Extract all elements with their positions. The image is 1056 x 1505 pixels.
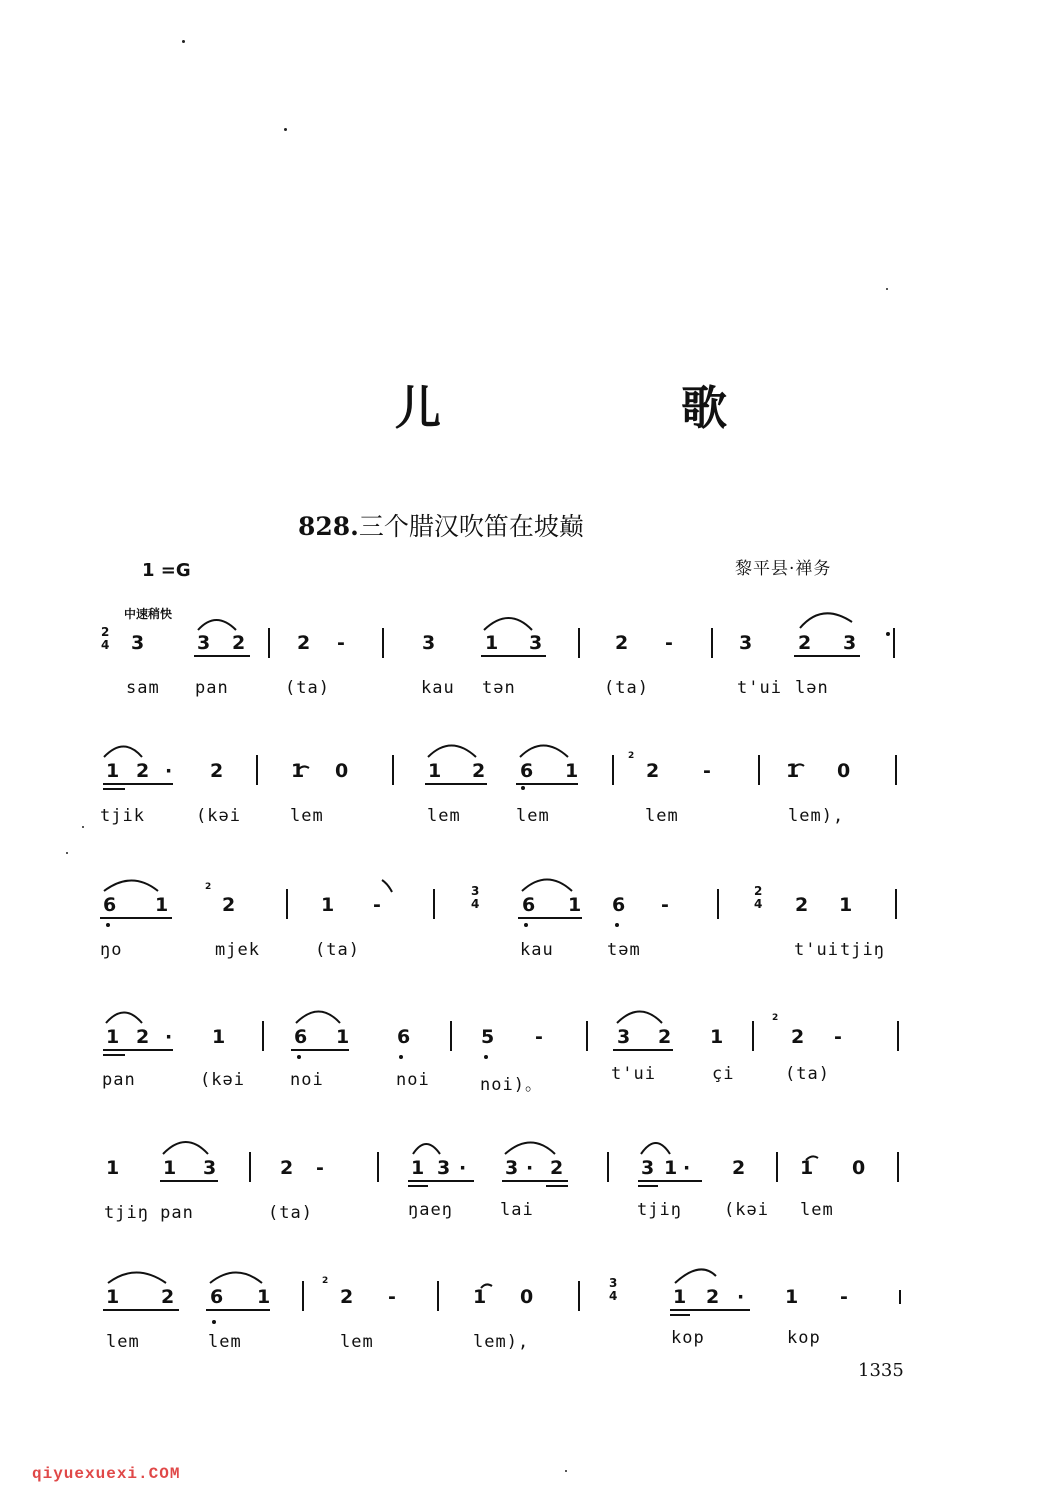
note: - — [373, 894, 381, 916]
note: 2 — [615, 632, 629, 654]
lyric: tən — [482, 678, 516, 698]
page-number: 1335 — [858, 1360, 904, 1381]
note: 1 — [163, 1157, 177, 1179]
note: 6 — [612, 894, 626, 916]
song-number: 828. — [298, 512, 359, 541]
note: 2 — [791, 1026, 805, 1048]
svg-text:2: 2 — [322, 1276, 329, 1286]
lyric: (ta) — [785, 1064, 830, 1084]
note: 1 — [336, 1026, 350, 1048]
note: 6 — [210, 1286, 224, 1308]
scan-speck — [66, 852, 68, 854]
lyric: lem — [290, 806, 324, 826]
note: - — [703, 760, 711, 782]
lyric: pan — [195, 678, 229, 698]
note: 3 — [197, 632, 211, 654]
note: · — [737, 1286, 745, 1308]
note: 1 — [155, 894, 169, 916]
lyric: lem — [516, 806, 550, 826]
lyric: ŋaeŋ — [408, 1200, 453, 1220]
svg-text:2: 2 — [205, 882, 212, 892]
lyric: lem — [340, 1332, 374, 1352]
note: - — [337, 632, 345, 654]
note: · — [526, 1157, 534, 1179]
note: - — [840, 1286, 848, 1308]
note: · — [165, 760, 173, 782]
note: 1 — [411, 1157, 425, 1179]
note: 1 — [212, 1026, 226, 1048]
note: 5 — [481, 1026, 495, 1048]
note: 2 — [706, 1286, 720, 1308]
note: 2 — [136, 760, 150, 782]
lyric: noi — [396, 1070, 430, 1090]
note: 0 — [837, 760, 851, 782]
note: 1 — [106, 1157, 120, 1179]
note: 1 — [291, 760, 305, 782]
note: 1 — [565, 760, 579, 782]
note: 1 — [428, 760, 442, 782]
lyric: noi)。 — [480, 1075, 543, 1095]
note: - — [316, 1157, 324, 1179]
lyric: (ta) — [315, 940, 360, 960]
note: 3 — [739, 632, 753, 654]
note: 6 — [520, 760, 534, 782]
song-title: 三个腊汉吹笛在坡巅 — [358, 512, 584, 541]
note: 2 — [297, 632, 311, 654]
lyric: lem — [427, 806, 461, 826]
lyric: (ta) — [268, 1203, 313, 1223]
note: 2 — [795, 894, 809, 916]
lyric: tjiŋ pan — [104, 1203, 194, 1223]
note: 3 — [422, 632, 436, 654]
note: 1 — [485, 632, 499, 654]
note: 1 — [664, 1157, 678, 1179]
lyric: t'ui — [611, 1064, 656, 1084]
lyric: kau — [421, 678, 455, 698]
song-credit: 黎平县·禅务 — [735, 559, 832, 579]
note: · — [683, 1157, 691, 1179]
note: 6 — [397, 1026, 411, 1048]
lyric: lem), — [473, 1332, 530, 1352]
lyric: lem — [800, 1200, 834, 1220]
lyric: (kəi — [724, 1200, 769, 1220]
note: 1 — [321, 894, 335, 916]
lyric: lem — [106, 1332, 140, 1352]
note: 2 — [658, 1026, 672, 1048]
note: 1 — [786, 760, 800, 782]
lyric: kop — [787, 1328, 821, 1348]
lyric: təm — [607, 940, 641, 960]
note: 3 — [505, 1157, 519, 1179]
note: 2 — [161, 1286, 175, 1308]
note: 3 — [437, 1157, 451, 1179]
note: 3 — [529, 632, 543, 654]
note: 3 — [617, 1026, 631, 1048]
section-title: 儿 歌 — [395, 381, 840, 435]
lyric: lai — [500, 1200, 534, 1220]
note: - — [661, 894, 669, 916]
note: 0 — [335, 760, 349, 782]
scan-speck — [182, 40, 185, 43]
note: - — [388, 1286, 396, 1308]
note: 0 — [520, 1286, 534, 1308]
lyric: ŋo — [100, 940, 123, 960]
lyric: lem), — [788, 806, 845, 826]
scan-speck — [886, 288, 888, 290]
scan-speck — [82, 826, 84, 828]
lyric: noi — [290, 1070, 324, 1090]
scan-speck — [284, 128, 287, 131]
key-signature: 1 =G — [142, 560, 191, 581]
lyric: pan — [102, 1070, 136, 1090]
lyric: tjiŋ — [637, 1200, 682, 1220]
note: - — [834, 1026, 842, 1048]
lyric: kau — [520, 940, 554, 960]
note: 3 — [641, 1157, 655, 1179]
note: - — [535, 1026, 543, 1048]
lyric: sam — [126, 678, 160, 698]
note: 2 — [472, 760, 486, 782]
time-signature: 3 4 — [471, 884, 480, 911]
note: 1 — [800, 1157, 814, 1179]
note: 3 — [203, 1157, 217, 1179]
note: 2 — [798, 632, 812, 654]
note: 0 — [852, 1157, 866, 1179]
note: 2 — [280, 1157, 294, 1179]
time-signature: 2 4 — [754, 884, 763, 911]
time-signature: 2 4 — [101, 625, 110, 652]
lyric: (ta) — [285, 678, 330, 698]
lyric: mjek — [215, 940, 260, 960]
note: 2 — [210, 760, 224, 782]
note: 1 — [106, 1286, 120, 1308]
lyric: t'ui — [794, 940, 839, 960]
note: 2 — [340, 1286, 354, 1308]
note: 1 — [568, 894, 582, 916]
lyric: lem — [208, 1332, 242, 1352]
scan-speck — [565, 1470, 567, 1472]
lyric: çi — [712, 1064, 735, 1084]
svg-text:2: 2 — [628, 751, 635, 761]
note: 1 — [257, 1286, 271, 1308]
note: 3 — [843, 632, 857, 654]
svg-text:2: 2 — [772, 1013, 779, 1023]
tempo-marking: 中速稍快 — [124, 607, 173, 621]
note: 3 — [131, 632, 145, 654]
note: 2 — [646, 760, 660, 782]
lyric: lem — [645, 806, 679, 826]
time-signature: 3 4 — [609, 1276, 618, 1303]
lyric: (kəi — [200, 1070, 245, 1090]
lyric: (ta) — [604, 678, 649, 698]
note: 6 — [294, 1026, 308, 1048]
note: 1 — [839, 894, 853, 916]
note: 6 — [522, 894, 536, 916]
lyric: lən — [795, 678, 829, 698]
lyric: t'ui — [737, 678, 782, 698]
note: 1 — [785, 1286, 799, 1308]
note: 1 — [673, 1286, 687, 1308]
note: 1 — [106, 1026, 120, 1048]
note: 2 — [136, 1026, 150, 1048]
note: 1 — [106, 760, 120, 782]
note: 2 — [550, 1157, 564, 1179]
note: 6 — [103, 894, 117, 916]
lyric: tjiŋ — [840, 940, 885, 960]
note: 2 — [222, 894, 236, 916]
lyric: (kəi — [196, 806, 241, 826]
note: 1 — [710, 1026, 724, 1048]
note: 2 — [732, 1157, 746, 1179]
note: · — [165, 1026, 173, 1048]
note: - — [665, 632, 673, 654]
lyric: kop — [671, 1328, 705, 1348]
note: · — [459, 1157, 467, 1179]
note: 1 — [473, 1286, 487, 1308]
lyric: tjik — [100, 806, 145, 826]
note: 2 — [232, 632, 246, 654]
site-watermark: qiyuexuexi.COM — [32, 1465, 181, 1483]
